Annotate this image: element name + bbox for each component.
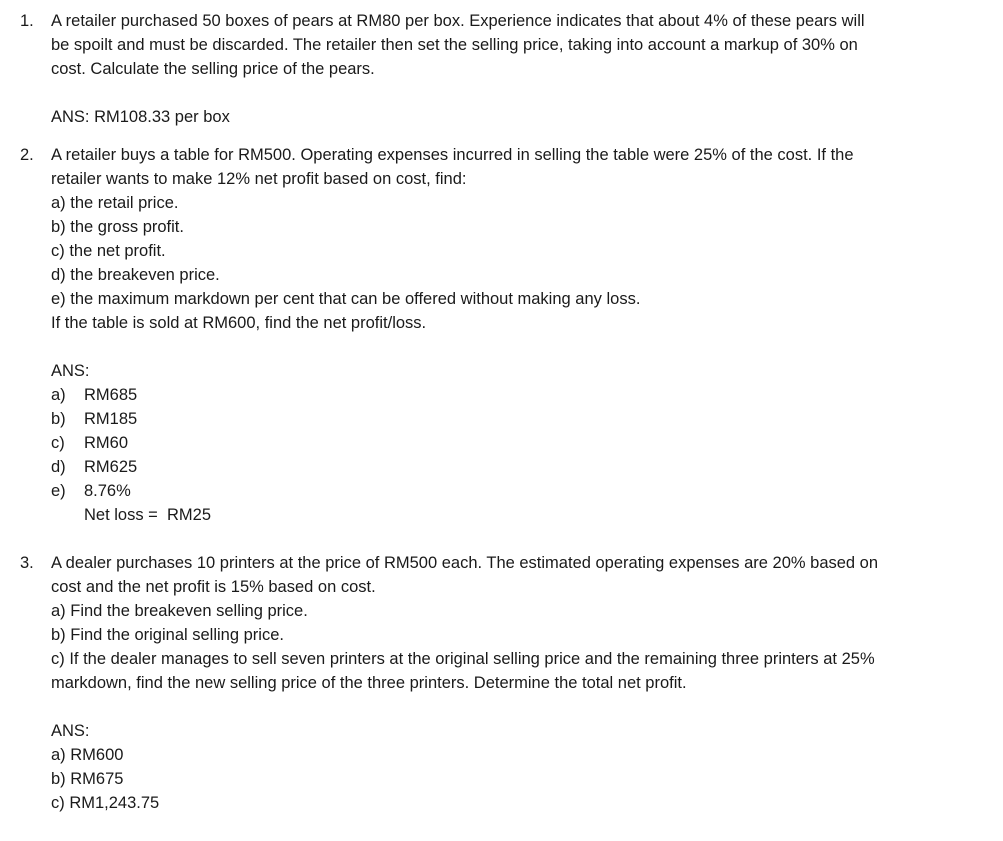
question-line: cost and the net profit is 15% based on cost. [51,578,376,596]
question-body [51,551,981,815]
answer-item: c) RM1,243.75 [51,794,160,812]
question-line: A retailer buys a table for RM500. Operating expenses incurred in selling the table were 25% of the cost. If the [51,146,854,164]
answer-value: RM625 [84,458,138,476]
answer-item: a) RM600 [51,746,124,764]
answer-title: ANS: [51,722,90,740]
question-body [51,9,981,129]
question-line: e) the maximum markdown per cent that can be offered without making any loss. [51,290,641,308]
question-number: 2. [20,146,34,164]
answer-item [51,383,981,407]
question-line: cost. Calculate the selling price of the pears. [51,60,375,78]
question-number: 1. [20,12,34,30]
answer-value: RM60 [84,434,129,452]
question-line: b) Find the original selling price. [51,626,284,644]
net-loss-text: Net loss = RM25 [84,506,212,524]
answer-title: ANS: [51,362,90,380]
answer-item: b) RM675 [51,770,124,788]
answer-label: d) [51,458,66,476]
question-line: If the table is sold at RM600, find the net profit/loss. [51,314,427,332]
answer-label: a) [51,386,66,404]
question-line: d) the breakeven price. [51,266,220,284]
question-line: a) the retail price. [51,194,179,212]
answer: ANS: RM108.33 per box [51,108,230,126]
answer-item [51,431,981,455]
answer-label: c) [51,434,65,452]
question-line: a) Find the breakeven selling price. [51,602,308,620]
answer-label: e) [51,482,66,500]
question-line: retailer wants to make 12% net profit based on cost, find: [51,170,467,188]
answer-item [51,455,981,479]
answer-label: b) [51,410,66,428]
question-line: b) the gross profit. [51,218,184,236]
question-line: c) If the dealer manages to sell seven printers at the original selling price and the remaining three printers at 25% [51,650,875,668]
answer-value: RM685 [84,386,138,404]
answer-extra [51,503,981,527]
answer-item [51,407,981,431]
question-line: A retailer purchased 50 boxes of pears at RM80 per box. Experience indicates that about 4% of these pears will [51,12,865,30]
question-line: markdown, find the new selling price of the three printers. Determine the total net profit. [51,674,687,692]
question-number: 3. [20,554,34,572]
question-line: be spoilt and must be discarded. The retailer then set the selling price, taking into account a markup of 30% on [51,36,858,54]
question-body [51,143,981,527]
answer-value: RM185 [84,410,138,428]
question-line: A dealer purchases 10 printers at the price of RM500 each. The estimated operating expenses are 20% based on [51,554,879,572]
answer-item [51,479,981,503]
question-line: c) the net profit. [51,242,166,260]
answer-value: 8.76% [84,482,131,500]
